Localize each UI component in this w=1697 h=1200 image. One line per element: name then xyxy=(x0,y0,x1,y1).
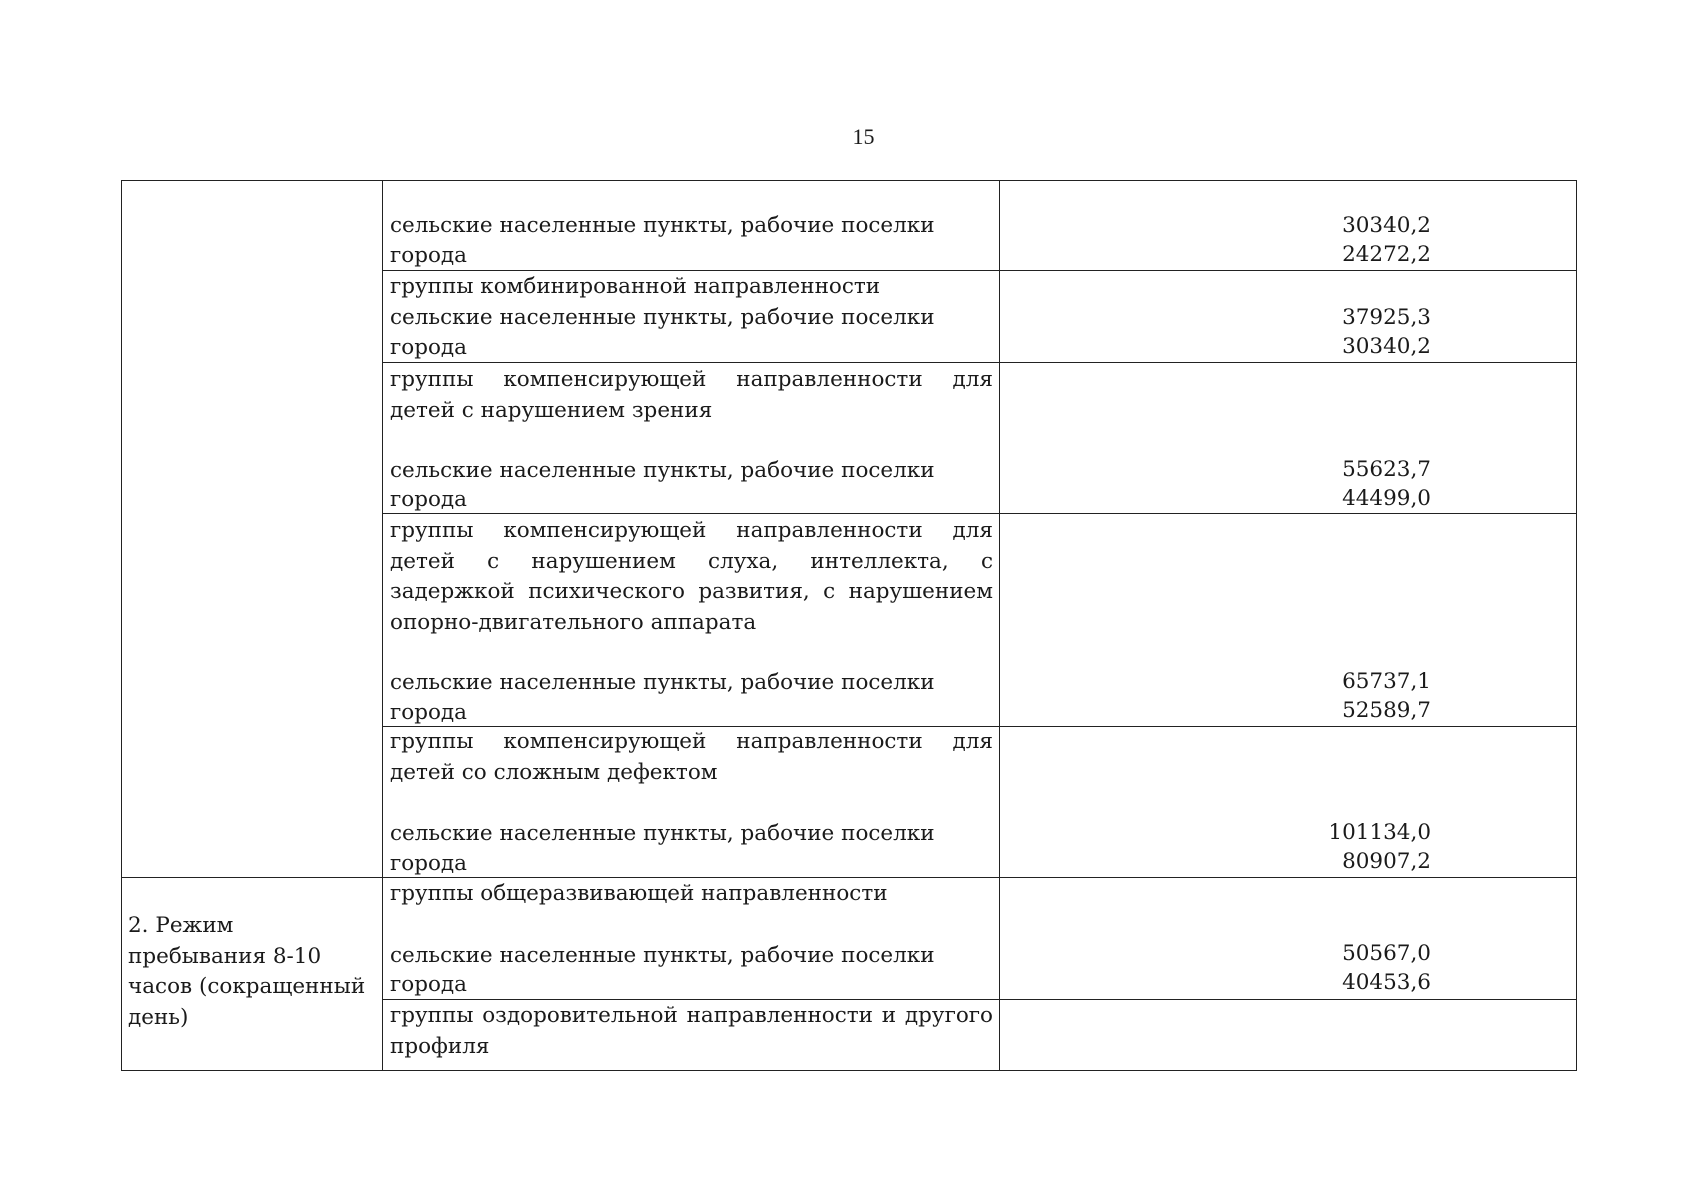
row3-item1-label: сельские населенные пункты, рабочие поселки xyxy=(390,458,935,483)
column-divider-1 xyxy=(382,181,383,1070)
tariff-table xyxy=(121,180,1577,1071)
row6-item2-label: города xyxy=(390,972,467,997)
row2-heading: группы комбинированной направленности xyxy=(390,274,881,299)
row6-item1-value: 50567,0 xyxy=(1342,941,1431,966)
row3-item2-value: 44499,0 xyxy=(1342,486,1431,511)
row6-item2-value: 40453,6 xyxy=(1342,970,1431,995)
row1-item1-value: 30340,2 xyxy=(1342,213,1431,238)
row6-item1-label: сельские населенные пункты, рабочие поселки xyxy=(390,943,935,968)
row4-item1-label: сельские населенные пункты, рабочие поселки xyxy=(390,670,935,695)
row4-item2-label: города xyxy=(390,700,467,725)
row3-item2-label: города xyxy=(390,487,467,512)
row5-item1-value: 101134,0 xyxy=(1328,820,1431,845)
row5-item1-label: сельские населенные пункты, рабочие поселки xyxy=(390,821,935,846)
row1-item2-label: города xyxy=(390,243,467,268)
row5-heading: группы компенсирующей направленности для детей со сложным дефектом xyxy=(390,729,1000,785)
row2-item1-label: сельские населенные пункты, рабочие поселки xyxy=(390,305,935,330)
row3-heading: группы компенсирующей направленности для детей с нарушением зрения xyxy=(390,367,1000,423)
row3-item1-value: 55623,7 xyxy=(1342,457,1431,482)
row2-item1-value: 37925,3 xyxy=(1342,305,1431,330)
page-number: 15 xyxy=(852,124,875,149)
row2-item2-label: города xyxy=(390,335,467,360)
row7-heading: группы оздоровительной направленности и другого профиля xyxy=(390,1003,1000,1059)
row4-heading: группы компенсирующей направленности для детей с нарушением слуха, интеллекта, с задержкой психического развития, с нарушением опорно-двигательного аппарата xyxy=(390,518,1000,635)
row5-item2-value: 80907,2 xyxy=(1342,849,1431,874)
row4-item2-value: 52589,7 xyxy=(1342,698,1431,723)
column-divider-2 xyxy=(999,181,1000,1070)
row6-heading: группы общеразвивающей направленности xyxy=(390,881,888,906)
regime-label: 2. Режим пребывания 8-10 часов (сокращенный день) xyxy=(128,913,366,1030)
row1-item1-label: сельские населенные пункты, рабочие поселки xyxy=(390,213,935,238)
row4-item1-value: 65737,1 xyxy=(1342,669,1431,694)
row5-item2-label: города xyxy=(390,851,467,876)
row2-item2-value: 30340,2 xyxy=(1342,334,1431,359)
row1-item2-value: 24272,2 xyxy=(1342,242,1431,267)
